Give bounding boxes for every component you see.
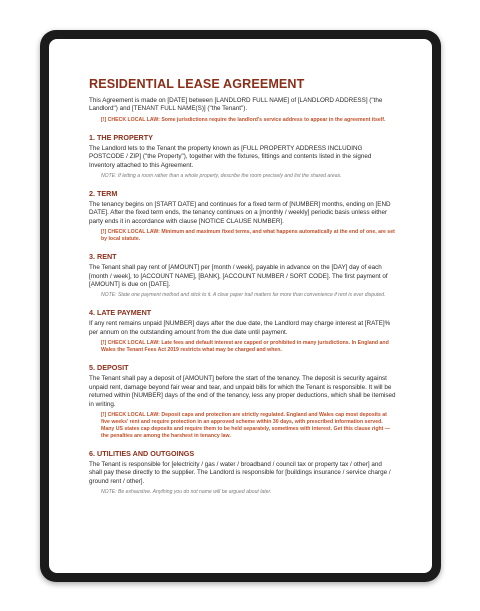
lease-document: [89, 77, 396, 496]
section-body-rent: The Tenant shall pay rent of [AMOUNT] per [month / week], payable in advance on the [DAY] day of each [month / week], to [ACCOUNT NAME], [BANK], [ACCOUNT NUMBER / SORT CODE]. The first payment of [AMOUNT] is due on [DATE].: [89, 264, 388, 289]
section-title: LATE PAYMENT: [97, 308, 152, 318]
section-number: 6.: [89, 448, 95, 458]
section-warning-late-payment: [!] CHECK LOCAL LAW: Late fees and default interest are capped or prohibited in many jurisdictions. In England and Wales the Tenant Fees Act 2019 restricts what may be charged and when.: [101, 340, 389, 354]
section-body-term: The tenancy begins on [START DATE] and continues for a fixed term of [NUMBER] months, ending on [END DATE]. After the fixed term ends, the tenancy continues on a [monthly / weekly] periodic basis unless either party ends it in accordance with clause [NOTICE CLAUSE NUMBER].: [89, 201, 391, 225]
intro-warning: [!] CHECK LOCAL LAW: Some jurisdictions require the landlord's service address to appear in the agreement itself.: [101, 116, 386, 123]
section-number: 5.: [89, 363, 95, 373]
section-heading-late-payment: [89, 308, 396, 317]
section-heading-deposit: [89, 363, 396, 372]
section-number: 1.: [89, 132, 95, 142]
document-title: RESIDENTIAL LEASE AGREEMENT: [89, 77, 305, 91]
section-title: TERM: [97, 189, 118, 199]
tablet-frame: [40, 30, 441, 582]
section-title: RENT: [97, 252, 117, 262]
section-body-late-payment: If any rent remains unpaid [NUMBER] days after the due date, the Landlord may charge interest at [RATE]% per annum on the outstanding amount from the due date until payment.: [89, 320, 391, 336]
section-title: THE PROPERTY: [97, 132, 153, 142]
tablet-screen: [49, 39, 432, 573]
section-number: 4.: [89, 308, 95, 318]
section-note-rent: NOTE: State one payment method and stick to it. A clear paper trail matters far more than convenience if rent is ever disputed.: [101, 292, 386, 299]
section-number: 2.: [89, 189, 95, 199]
section-warning-deposit: [!] CHECK LOCAL LAW: Deposit caps and protection are strictly regulated. England and Wales cap most deposits at five weeks' rent and require protection in an approved scheme within 30 days, with prescribed information served. Many US states cap deposits and require them to be held separately, sometimes with interest. Get this clause right — the penalties are among the harshest in tenancy law.: [101, 411, 391, 439]
section-number: 3.: [89, 252, 95, 262]
section-heading-property: [89, 133, 396, 142]
section-heading-rent: [89, 252, 396, 261]
section-note-property: NOTE: If letting a room rather than a whole property, describe the room precisely and list the shared areas.: [101, 173, 342, 180]
section-heading-utilities: [89, 449, 396, 458]
section-heading-term: [89, 189, 396, 198]
section-title: DEPOSIT: [97, 363, 129, 373]
section-warning-term: [!] CHECK LOCAL LAW: Minimum and maximum fixed terms, and what happens automatically at the end of one, are set by local statute.: [101, 229, 395, 243]
intro-paragraph: This Agreement is made on [DATE] between [LANDLORD FULL NAME] of [LANDLORD ADDRESS] ("the Landlord") and [TENANT FULL NAME(S)] ("the Tenant").: [89, 97, 383, 113]
section-body-utilities: The Tenant is responsible for [electricity / gas / water / broadband / council tax or property tax / other] and shall pay these directly to the supplier. The Landlord is responsible for [buildings insurance / service charge / ground rent / other].: [89, 460, 391, 485]
section-body-deposit: The Tenant shall pay a deposit of [AMOUNT] before the start of the tenancy. The deposit is security against unpaid rent, damage beyond fair wear and tear, and unpaid bills for which the Tenant is responsible. It will be returned within [NUMBER] days of the end of the tenancy, less any proper deductions, which shall be itemised in writing.: [89, 375, 396, 408]
section-note-utilities: NOTE: Be exhaustive. Anything you do not name will be argued about later.: [101, 489, 272, 496]
section-body-property: The Landlord lets to the Tenant the property known as [FULL PROPERTY ADDRESS INCLUDING POSTCODE / ZIP] ("the Property"), together with the fixtures, fittings and contents listed in the signed Inventory attached to this Agreement.: [89, 144, 372, 169]
section-title: UTILITIES AND OUTGOINGS: [97, 448, 195, 458]
